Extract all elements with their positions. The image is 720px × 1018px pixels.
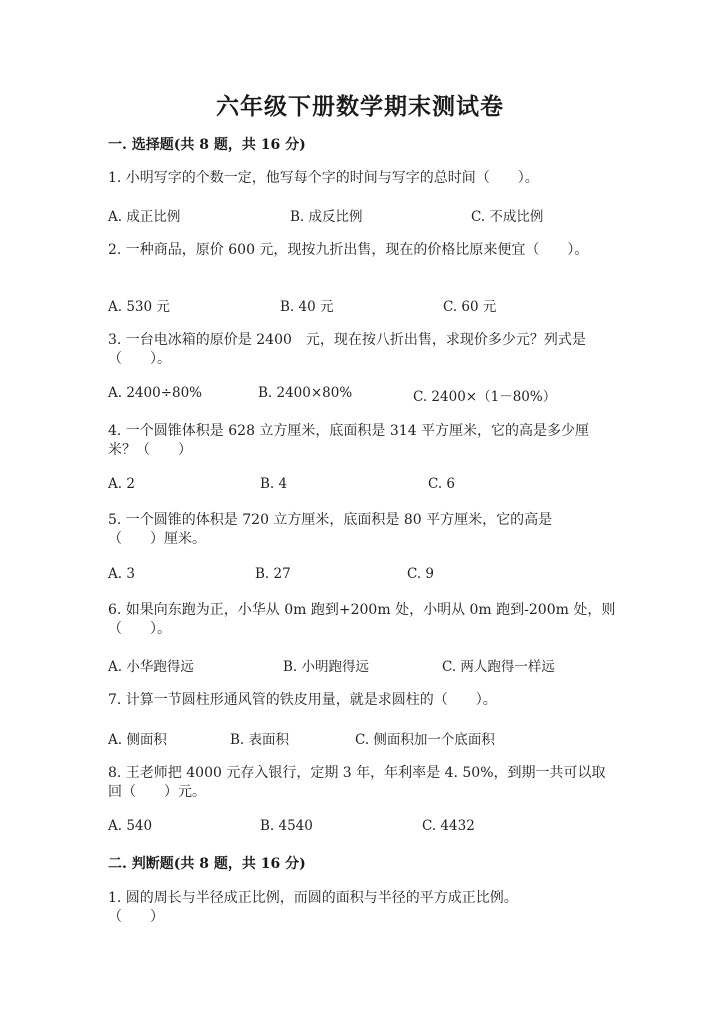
question-6-option-a: A. 小华跑得远 xyxy=(108,659,194,675)
question-2-option-c: C. 60 元 xyxy=(443,299,497,315)
question-4-option-b: B. 4 xyxy=(260,476,288,492)
question-8-option-c: C. 4432 xyxy=(422,818,475,834)
question-4-option-c: C. 6 xyxy=(428,476,456,492)
question-8-option-a: A. 540 xyxy=(108,818,153,834)
section-heading-choice: 一. 选择题(共 8 题，共 16 分) xyxy=(108,137,306,153)
question-1-option-b: B. 成反比例 xyxy=(290,209,363,225)
question-2-text: 2. 一种商品，原价 600 元，现按九折出售，现在的价格比原来便宜（ ）。 xyxy=(108,242,589,258)
question-3-option-c: C. 2400×（1－80%） xyxy=(413,389,557,405)
question-3-text-line1: 3. 一台电冰箱的原价是 2400 元，现在按八折出售，求现价多少元？列式是 xyxy=(108,332,586,348)
judgement-1-text-line1: 1. 圆的周长与半径成正比例，而圆的面积与半径的平方成正比例。 xyxy=(108,890,518,906)
question-7-option-c: C. 侧面积加一个底面积 xyxy=(355,732,495,748)
question-5-option-c: C. 9 xyxy=(407,566,435,582)
question-5-option-b: B. 27 xyxy=(255,566,291,582)
question-1-text: 1. 小明写字的个数一定，他写每个字的时间与写字的总时间（ ）。 xyxy=(108,170,539,186)
question-8-text-line2: 回（ ）元。 xyxy=(108,784,206,800)
question-6-option-b: B. 小明跑得远 xyxy=(283,659,370,675)
question-8-text-line1: 8. 王老师把 4000 元存入银行，定期 3 年，年利率是 4. 50%，到期一共可以取 xyxy=(108,765,606,781)
judgement-1-text-line2: （ ） xyxy=(108,909,164,925)
question-8-option-b: B. 4540 xyxy=(260,818,313,834)
question-4-text-line2: 米？（ ） xyxy=(108,442,192,458)
question-1-option-c: C. 不成比例 xyxy=(471,209,544,225)
question-3-text-line2: （ ）。 xyxy=(108,351,171,367)
question-1-option-a: A. 成正比例 xyxy=(108,209,181,225)
question-5-text-line2: （ ）厘米。 xyxy=(108,531,206,547)
question-6-option-c: C. 两人跑得一样远 xyxy=(442,659,555,675)
question-5-text-line1: 5. 一个圆锥的体积是 720 立方厘米，底面积是 80 平方厘米，它的高是 xyxy=(108,512,553,528)
question-3-option-a: A. 2400÷80% xyxy=(108,385,203,401)
question-2-option-a: A. 530 元 xyxy=(108,299,170,315)
question-5-option-a: A. 3 xyxy=(108,566,135,582)
question-6-text-line1: 6. 如果向东跑为正，小华从 0m 跑到+200m 处，小明从 0m 跑到-200m 处，则 xyxy=(108,602,616,618)
question-2-option-b: B. 40 元 xyxy=(280,299,334,315)
question-6-text-line2: （ ）。 xyxy=(108,621,171,637)
question-7-option-a: A. 侧面积 xyxy=(108,732,167,748)
question-4-option-a: A. 2 xyxy=(108,476,135,492)
section-heading-judgement: 二. 判断题(共 8 题，共 16 分) xyxy=(108,856,306,872)
question-3-option-b: B. 2400×80% xyxy=(258,385,353,401)
page-title: 六年级下册数学期末测试卷 xyxy=(216,93,504,120)
question-7-text: 7. 计算一节圆柱形通风管的铁皮用量，就是求圆柱的（ ）。 xyxy=(108,692,497,708)
question-4-text-line1: 4. 一个圆锥体积是 628 立方厘米，底面积是 314 平方厘米，它的高是多少厘 xyxy=(108,423,590,439)
question-7-option-b: B. 表面积 xyxy=(230,732,290,748)
